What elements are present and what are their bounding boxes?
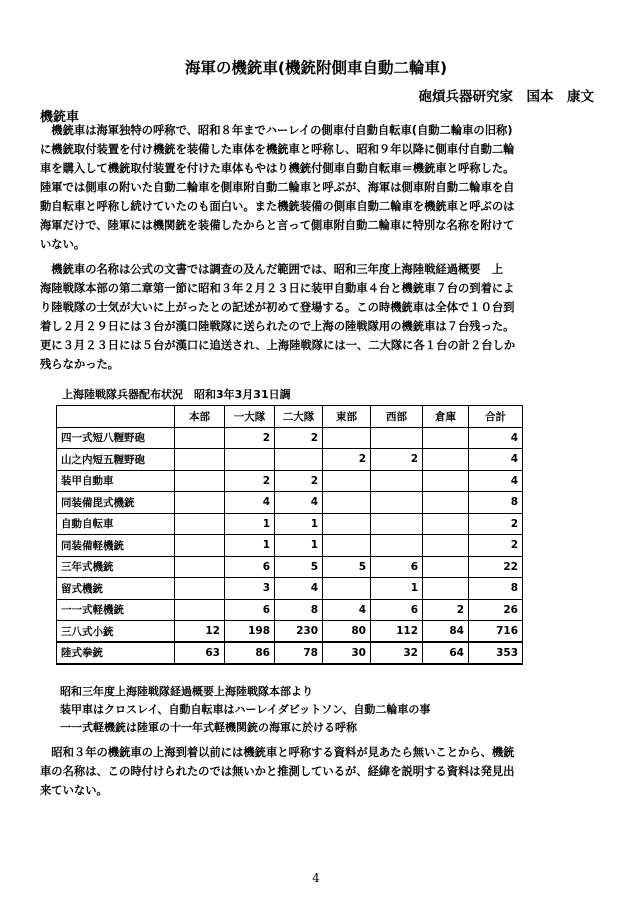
value-cell [323,492,371,514]
value-cell: 26 [469,599,523,621]
value-cell: 353 [469,642,523,664]
value-cell [423,427,469,449]
table-body [57,427,523,664]
value-cell: 5 [323,556,371,578]
table-row [57,492,523,514]
value-cell: 198 [225,621,275,643]
value-cell: 1 [275,535,323,557]
value-cell: 2 [423,599,469,621]
text-line: に機銃取付装置を付け機銃を装備した車体を機銃車と呼称し、昭和９年以降に側車付自動二輪 [40,143,515,156]
row-label-cell: 同装備軽機銃 [57,535,175,557]
table-note: 一一式軽機銃は陸軍の十一年式軽機関銃の海軍に於ける呼称 [60,721,357,734]
value-cell: 78 [275,642,323,664]
value-cell [175,513,225,535]
table-row [57,449,523,471]
value-cell [423,470,469,492]
header-cell: 合計 [469,406,523,428]
value-cell: 4 [469,427,523,449]
text-line: 陸軍では側車の附いた自動二輪車を側車附自動二輪車と呼ぶが、海軍は側車附自動二輪車を自 [40,181,515,194]
value-cell: 32 [371,642,423,664]
paragraph-3 [40,743,514,800]
table-header-row [57,406,523,428]
value-cell: 6 [225,599,275,621]
value-cell [323,470,371,492]
row-label-cell: 山之内短五糎野砲 [57,449,175,471]
paragraph-2 [40,260,515,374]
row-label-cell: 四一式短八糎野砲 [57,427,175,449]
text-line: 動自転車と呼称し続けていたのも面白い。また機銃装備の側車自動二輪車を機銃車と呼ぶのは [40,200,515,213]
table-caption: 上海陸戦隊兵器配布状況 昭和3年3月31日調 [62,388,291,401]
value-cell [175,556,225,578]
section-heading: 機銃車 [40,110,80,125]
value-cell [225,449,275,471]
value-cell [175,449,225,471]
text-line: 来ていない。 [40,784,108,797]
header-cell: 二大隊 [275,406,323,428]
table-row [57,513,523,535]
row-label-cell: 装甲自動車 [57,470,175,492]
value-cell [275,449,323,471]
value-cell: 2 [371,449,423,471]
page-title: 海軍の機銃車(機銃附側車自動二輪車) [184,59,448,77]
value-cell: 230 [275,621,323,643]
value-cell: 12 [175,621,225,643]
value-cell: 30 [323,642,371,664]
value-cell: 6 [371,556,423,578]
value-cell: 1 [275,513,323,535]
value-cell [371,470,423,492]
header-cell: 倉庫 [423,406,469,428]
value-cell [371,535,423,557]
value-cell: 112 [371,621,423,643]
row-label-cell: 一一式軽機銃 [57,599,175,621]
table-note: 装甲車はクロスレイ、自動自転車はハーレイダビットソン、自動二輪車の事 [60,703,431,716]
value-cell [423,492,469,514]
text-line: 着し２月２９日には３台が漢口陸戦隊に送られたので上海の陸戦隊用の機銃車は７台残った。 [40,320,515,333]
value-cell: 1 [225,513,275,535]
header-cell [57,406,175,428]
row-label-cell: 三年式機銃 [57,556,175,578]
text-line: 車の名称は、この時付けられたのでは無いかと推測しているが、経緯を説明する資料は発見出 [40,765,515,778]
value-cell: 6 [371,599,423,621]
value-cell: 2 [469,513,523,535]
value-cell [423,556,469,578]
header-cell: 東部 [323,406,371,428]
value-cell: 84 [423,621,469,643]
value-cell [423,578,469,600]
text-line: 機銃車の名称は公式の文書では調査の及んだ範囲では、昭和三年度上海陸戦経過概要 上 [40,263,504,276]
value-cell: 4 [275,578,323,600]
value-cell: 2 [275,470,323,492]
text-line: 昭和３年の機銃車の上海到着以前には機銃車と呼称する資料が見あたら無いことから、機銃 [40,746,515,759]
value-cell [423,449,469,471]
value-cell: 80 [323,621,371,643]
value-cell: 2 [469,535,523,557]
paragraph-1 [40,121,514,254]
table-row [57,535,523,557]
header-cell: 本部 [175,406,225,428]
value-cell [175,470,225,492]
value-cell [371,513,423,535]
value-cell [175,578,225,600]
text-line: いない。 [40,238,86,251]
value-cell: 8 [469,578,523,600]
table-row [57,427,523,449]
row-label-cell: 同装備毘式機銃 [57,492,175,514]
text-line: 海陸戦隊本部の第二章第一節に昭和３年２月２３日に装甲自動車４台と機銃車７台の到着によ [40,282,515,295]
weapons-distribution-table [56,405,523,665]
value-cell: 4 [469,470,523,492]
value-cell: 1 [225,535,275,557]
value-cell: 8 [275,599,323,621]
value-cell: 2 [275,427,323,449]
value-cell [323,535,371,557]
value-cell: 6 [225,556,275,578]
text-line: 残らなかった。 [40,358,120,371]
value-cell [371,492,423,514]
text-line: 更に３月２３日には５台が漢口に追送され、上海陸戦隊には一、二大隊に各１台の計２台しか [40,339,516,352]
value-cell: 4 [323,599,371,621]
value-cell: 64 [423,642,469,664]
table-row [57,621,523,643]
row-label-cell: 陸式拳銃 [57,642,175,664]
text-line: 車を購入して機銃取付装置を付けた車体もやはり機銃付側車自動自転車＝機銃車と呼称した。 [40,162,515,175]
header-cell: 一大隊 [225,406,275,428]
value-cell: 22 [469,556,523,578]
table-row [57,578,523,600]
value-cell: 716 [469,621,523,643]
value-cell [175,535,225,557]
value-cell [323,513,371,535]
page-number: 4 [312,871,320,885]
text-line: 機銃車は海軍独特の呼称で、昭和８年までハーレイの側車付自動自転車(自動二輪車の旧称) [40,124,513,137]
value-cell [423,513,469,535]
value-cell: 86 [225,642,275,664]
value-cell [371,427,423,449]
value-cell [323,427,371,449]
value-cell: 5 [275,556,323,578]
value-cell: 4 [275,492,323,514]
value-cell: 8 [469,492,523,514]
row-label-cell: 自動自転車 [57,513,175,535]
value-cell: 2 [323,449,371,471]
table-note: 昭和三年度上海陸戦隊経過概要上海陸戦隊本部より [60,685,313,698]
value-cell [423,535,469,557]
value-cell [323,578,371,600]
text-line: 海軍だけで、陸軍には機関銃を装備したからと言って側車附自動二輪車に特別な名称を附けて [40,219,515,232]
value-cell: 4 [469,449,523,471]
row-label-cell: 留式機銃 [57,578,175,600]
table-row [57,556,523,578]
value-cell [175,492,225,514]
value-cell: 63 [175,642,225,664]
table-row [57,599,523,621]
value-cell: 4 [225,492,275,514]
value-cell: 2 [225,427,275,449]
row-label-cell: 三八式小銃 [57,621,175,643]
header-cell: 西部 [371,406,423,428]
value-cell [175,599,225,621]
table-row [57,470,523,492]
value-cell: 2 [225,470,275,492]
author-line: 砲熕兵器研究家 国本 康文 [418,89,594,105]
value-cell [175,427,225,449]
value-cell: 1 [371,578,423,600]
text-line: り陸戦隊の士気が大いに上がったとの記述が初めて登場する。この時機銃車は全体で１０台到 [40,301,515,314]
value-cell: 3 [225,578,275,600]
table-row [57,642,523,664]
